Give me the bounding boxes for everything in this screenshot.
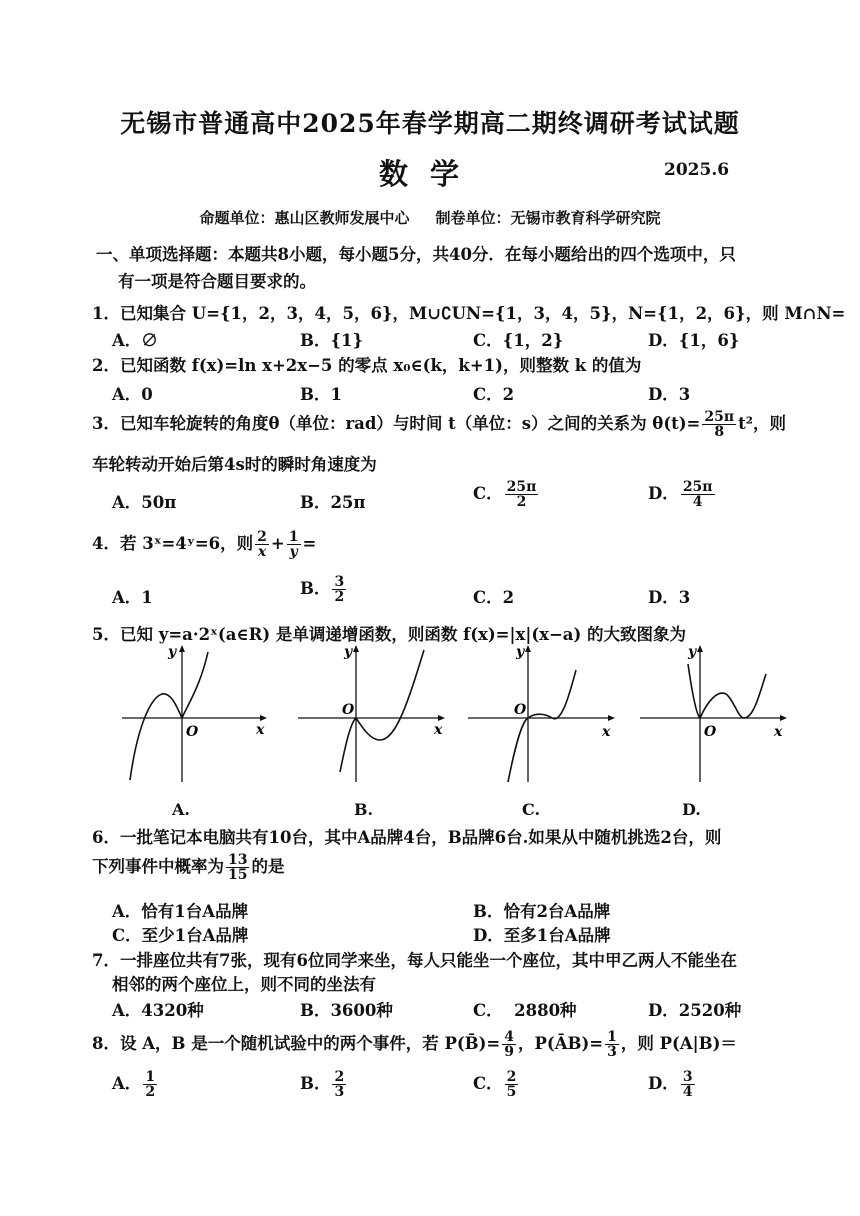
q3-option-b: B．25π: [300, 493, 366, 512]
question-2-stem: 2．已知函数 f(x)=ln x+2x−5 的零点 x₀∈(k，k+1)，则整数 k 的值为: [92, 356, 642, 375]
q6-option-c: C．至少1台A品牌: [112, 926, 249, 945]
graph-d-y-label: y: [688, 644, 697, 660]
q2-option-c: C．2: [473, 385, 515, 404]
q4-option-c: C．2: [473, 588, 515, 607]
question-7-line-1: 7．一排座位共有7张，现有6位同学来坐，每人只能坐一个座位，其中甲乙两人不能坐在: [92, 951, 737, 970]
q7-option-a: A．4320种: [112, 1001, 204, 1020]
q4-option-d: D．3: [648, 588, 691, 607]
graph-a: [120, 642, 270, 787]
q8-option-a: A． $\frac{1}{2}$: [112, 1069, 156, 1100]
q2-option-d: D．3: [648, 385, 691, 404]
graph-label-d: D.: [682, 800, 701, 819]
graph-c: [466, 642, 616, 787]
graph-b: [296, 642, 446, 787]
question-8-stem: 8．设 A，B 是一个随机试验中的两个事件，若 P(B̄)= $\frac{4}{9}$ ，P(ĀB)= $\frac{1}{3}$ ，则 P(A|B)＝: [92, 1029, 737, 1060]
graph-b-y-label: y: [344, 644, 353, 660]
section-heading: [96, 241, 736, 295]
q8-option-c: C． $\frac{2}{5}$: [473, 1069, 517, 1100]
q8-option-b: B． $\frac{2}{3}$: [300, 1069, 345, 1100]
q1-option-d: D．{1，6}: [648, 331, 740, 350]
graph-d-x-label: x: [774, 724, 783, 740]
question-7-line-2: 相邻的两个座位上，则不同的坐法有: [112, 975, 376, 994]
q1-option-a: A．∅: [112, 331, 158, 350]
graph-c-origin: O: [514, 702, 527, 718]
q1-option-c: C．{1，2}: [473, 331, 564, 350]
q6-option-d: D．至多1台A品牌: [473, 926, 611, 945]
q4-option-a: A．1: [112, 588, 153, 607]
graph-label-b: B.: [354, 800, 374, 819]
q2-option-a: A．0: [112, 385, 153, 404]
q3-option-c: C． $\frac{25\pi}{2}$: [473, 479, 537, 510]
section-line-2: 有一项是符合题目要求的。: [118, 272, 316, 291]
exam-units: 命题单位：惠山区教师发展中心 制卷单位：无锡市教育科学研究院: [199, 209, 661, 227]
q3-option-d: D． $\frac{25\pi}{4}$: [648, 479, 713, 510]
graph-c-y-label: y: [516, 644, 525, 660]
question-1-stem: 1．已知集合 U={1，2，3，4，5，6}，M∪∁UN={1，3，4，5}，N={1，2，6}，则 M∩N=: [92, 304, 846, 323]
graph-d: [638, 642, 788, 787]
q1-option-b: B．{1}: [300, 331, 364, 350]
graph-a-origin: O: [186, 724, 199, 740]
question-5-stem: 5．已知 y=a·2ˣ(a∈R) 是单调递增函数，则函数 f(x)=|x|(x−a) 的大致图象为: [92, 625, 687, 644]
graph-a-x-label: x: [256, 722, 265, 738]
graph-a-y-label: y: [168, 644, 177, 660]
question-4-stem: 4．若 3ˣ=4ʸ=6，则 $\frac{2}{x}$ + $\frac{1}{y}$ =: [92, 529, 317, 560]
question-3-line-2: 车轮转动开始后第4s时的瞬时角速度为: [92, 455, 377, 474]
q2-option-b: B．1: [300, 385, 342, 404]
question-6-line-1: 6．一批笔记本电脑共有10台，其中A品牌4台，B品牌6台.如果从中随机挑选2台，则: [92, 828, 722, 847]
q6-option-b: B．恰有2台A品牌: [473, 902, 611, 921]
graph-label-a: A.: [172, 800, 190, 819]
q7-option-d: D．2520种: [648, 1001, 742, 1020]
graph-label-c: C.: [522, 800, 541, 819]
q3-option-a: A．50π: [112, 493, 177, 512]
graph-d-origin: O: [704, 724, 717, 740]
q7-option-b: B．3600种: [300, 1001, 393, 1020]
graph-b-x-label: x: [434, 722, 443, 738]
question-3-stem: 3．已知车轮旋转的角度θ（单位：rad）与时间 t（单位：s）之间的关系为 θ(t)= $\frac{25\pi}{8}$ t²，则: [92, 409, 786, 440]
exam-title: 无锡市普通高中2025年春学期高二期终调研考试试题: [120, 109, 740, 138]
question-6-line-2: 下列事件中概率为 $\frac{13}{15}$ 的是: [92, 852, 285, 883]
section-line-1: 一、单项选择题：本题共8小题，每小题5分，共40分．在每小题给出的四个选项中，只: [96, 245, 736, 264]
subject-title: 数学: [378, 157, 481, 191]
q4-option-b: B． $\frac{3}{2}$: [300, 574, 345, 605]
q7-option-c: C． 2880种: [473, 1001, 577, 1020]
graph-b-origin: O: [342, 702, 355, 718]
q3-fraction: $\frac{25\pi}{8}$: [704, 409, 735, 440]
exam-date: 2025.6: [664, 160, 730, 180]
graph-c-x-label: x: [602, 724, 611, 740]
q8-option-d: D． $\frac{3}{4}$: [648, 1069, 693, 1100]
q6-option-a: A．恰有1台A品牌: [112, 902, 249, 921]
